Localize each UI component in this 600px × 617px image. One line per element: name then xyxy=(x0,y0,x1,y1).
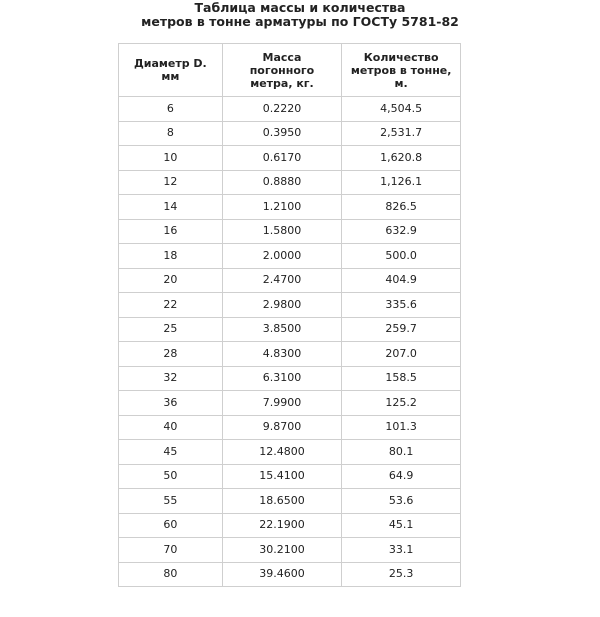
cell-diameter: 55 xyxy=(119,489,223,514)
table-body xyxy=(119,97,461,587)
header-line: Масса xyxy=(262,50,302,64)
header-line: м. xyxy=(394,76,408,90)
cell-meters-per-ton: 158.5 xyxy=(342,366,461,391)
cell-mass: 22.1900 xyxy=(222,513,342,538)
cell-diameter: 50 xyxy=(119,464,223,489)
cell-diameter: 14 xyxy=(119,195,223,220)
cell-mass: 6.3100 xyxy=(222,366,342,391)
cell-meters-per-ton: 259.7 xyxy=(342,317,461,342)
cell-diameter: 16 xyxy=(119,219,223,244)
cell-mass: 2.9800 xyxy=(222,293,342,318)
cell-mass: 3.8500 xyxy=(222,317,342,342)
cell-mass: 0.6170 xyxy=(222,146,342,171)
table-header-row xyxy=(119,44,461,97)
cell-diameter: 22 xyxy=(119,293,223,318)
header-line: погонного xyxy=(249,63,315,77)
cell-diameter: 25 xyxy=(119,317,223,342)
cell-meters-per-ton: 335.6 xyxy=(342,293,461,318)
cell-mass: 1.2100 xyxy=(222,195,342,220)
table-row xyxy=(119,366,461,391)
cell-diameter: 70 xyxy=(119,538,223,563)
cell-mass: 12.4800 xyxy=(222,440,342,465)
cell-diameter: 40 xyxy=(119,415,223,440)
header-line: Диаметр D. xyxy=(133,57,207,70)
cell-mass: 0.3950 xyxy=(222,121,342,146)
table-row xyxy=(119,342,461,367)
cell-mass: 0.8880 xyxy=(222,170,342,195)
table-row xyxy=(119,268,461,293)
cell-mass: 4.8300 xyxy=(222,342,342,367)
table-row xyxy=(119,293,461,318)
cell-meters-per-ton: 33.1 xyxy=(342,538,461,563)
cell-mass: 1.5800 xyxy=(222,219,342,244)
table-row xyxy=(119,244,461,269)
cell-meters-per-ton: 45.1 xyxy=(342,513,461,538)
cell-mass: 39.4600 xyxy=(222,562,342,587)
header-line: метров в тонне, xyxy=(350,63,452,77)
cell-mass: 15.4100 xyxy=(222,464,342,489)
cell-mass: 0.2220 xyxy=(222,97,342,122)
table-row xyxy=(119,415,461,440)
table-row xyxy=(119,317,461,342)
page-title xyxy=(0,1,600,29)
header-diameter xyxy=(119,44,223,97)
cell-meters-per-ton: 632.9 xyxy=(342,219,461,244)
cell-meters-per-ton: 53.6 xyxy=(342,489,461,514)
cell-mass: 18.6500 xyxy=(222,489,342,514)
cell-diameter: 28 xyxy=(119,342,223,367)
cell-diameter: 45 xyxy=(119,440,223,465)
cell-meters-per-ton: 4,504.5 xyxy=(342,97,461,122)
header-meters-per-ton xyxy=(342,44,461,97)
rebar-weight-table xyxy=(118,43,461,587)
table-row xyxy=(119,464,461,489)
cell-meters-per-ton: 2,531.7 xyxy=(342,121,461,146)
cell-meters-per-ton: 80.1 xyxy=(342,440,461,465)
cell-meters-per-ton: 101.3 xyxy=(342,415,461,440)
table-row xyxy=(119,219,461,244)
cell-diameter: 32 xyxy=(119,366,223,391)
cell-meters-per-ton: 826.5 xyxy=(342,195,461,220)
table-row xyxy=(119,391,461,416)
cell-diameter: 18 xyxy=(119,244,223,269)
table-row xyxy=(119,538,461,563)
title-line-1: Таблица массы и количества xyxy=(194,0,406,15)
title-line-2: метров в тонне арматуры по ГОСТу 5781-82 xyxy=(141,14,459,29)
table-row xyxy=(119,146,461,171)
cell-diameter: 80 xyxy=(119,562,223,587)
cell-meters-per-ton: 125.2 xyxy=(342,391,461,416)
cell-meters-per-ton: 1,620.8 xyxy=(342,146,461,171)
table-row xyxy=(119,170,461,195)
cell-mass: 2.4700 xyxy=(222,268,342,293)
table-row xyxy=(119,121,461,146)
cell-meters-per-ton: 64.9 xyxy=(342,464,461,489)
header-line: Количество xyxy=(363,50,439,64)
cell-meters-per-ton: 1,126.1 xyxy=(342,170,461,195)
table-row xyxy=(119,489,461,514)
table-row xyxy=(119,97,461,122)
cell-diameter: 6 xyxy=(119,97,223,122)
cell-meters-per-ton: 25.3 xyxy=(342,562,461,587)
table-row xyxy=(119,440,461,465)
table-row xyxy=(119,562,461,587)
table-row xyxy=(119,195,461,220)
cell-mass: 9.8700 xyxy=(222,415,342,440)
cell-diameter: 8 xyxy=(119,121,223,146)
cell-diameter: 36 xyxy=(119,391,223,416)
header-line: метра, кг. xyxy=(250,76,314,90)
cell-mass: 7.9900 xyxy=(222,391,342,416)
header-line: мм xyxy=(161,70,180,83)
cell-meters-per-ton: 207.0 xyxy=(342,342,461,367)
cell-diameter: 12 xyxy=(119,170,223,195)
cell-diameter: 20 xyxy=(119,268,223,293)
cell-meters-per-ton: 404.9 xyxy=(342,268,461,293)
cell-diameter: 10 xyxy=(119,146,223,171)
cell-mass: 2.0000 xyxy=(222,244,342,269)
header-mass xyxy=(222,44,342,97)
cell-diameter: 60 xyxy=(119,513,223,538)
cell-meters-per-ton: 500.0 xyxy=(342,244,461,269)
cell-mass: 30.2100 xyxy=(222,538,342,563)
table-row xyxy=(119,513,461,538)
